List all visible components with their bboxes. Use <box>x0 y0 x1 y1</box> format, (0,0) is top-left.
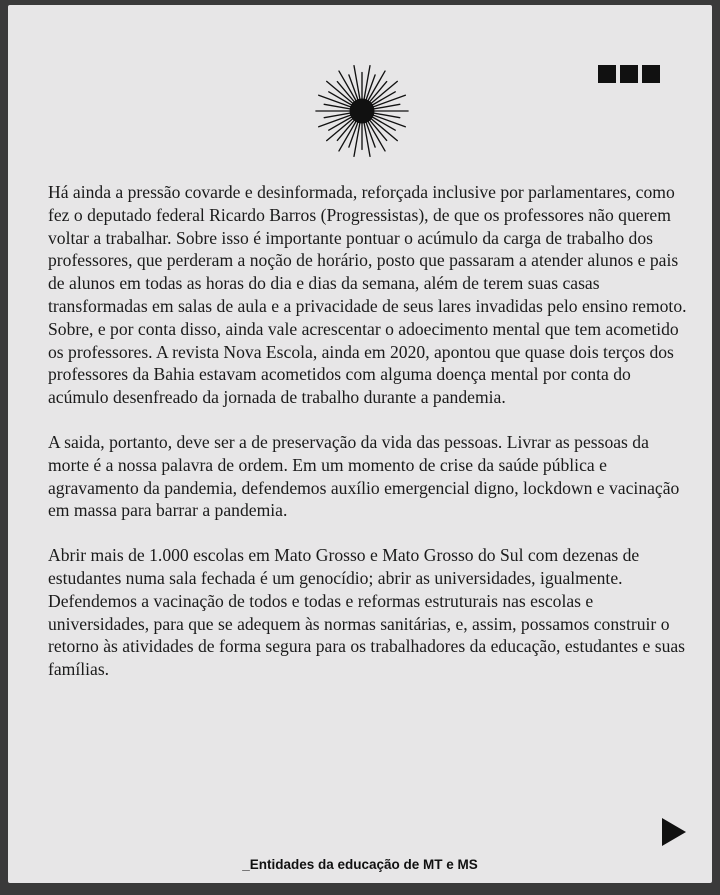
document-page <box>8 5 712 883</box>
square-icon <box>620 65 638 83</box>
play-triangle-icon[interactable] <box>660 816 688 848</box>
signature: _Entidades da educação de MT e MS <box>242 857 478 872</box>
sunburst-icon <box>314 63 410 159</box>
square-icon <box>598 65 616 83</box>
paragraph: Há ainda a pressão covarde e desinformada, reforçada inclusive por parlamentares, como fez o deputado federal Ricardo Barros (Progressistas), de que os professores não querem voltar a trabalhar. Sobre isso é importante pontuar o acúmulo da carga de trabalho dos professores, que perderam a noção de horário, posto que passaram a atender alunos e pais de alunos em todas as horas do dia e dias da semana, além de terem suas casas transformadas em salas de aula e a privacidade de seus lares invadidas pelo ensino remoto. Sobre, e por conta disso, ainda vale acrescentar o adoecimento mental que tem acometido os professores. A revista Nova Escola, ainda em 2020, apontou que quase dois terços dos professores da Bahia estavam acometidos com alguma doença mental por conta do acúmulo desenfreado da jornada de trabalho durante a pandemia. <box>48 182 687 408</box>
paragraph: Abrir mais de 1.000 escolas em Mato Grosso e Mato Grosso do Sul com dezenas de estudantes numa sala fechada é um genocídio; abrir as universidades, igualmente. Defendemos a vacinação de todos e todas e reformas estruturais nas escolas e universidades, para que se adequem às normas sanitárias, e, assim, possamos construir o retorno às atividades de forma segura para os trabalhadores da educação, estudantes e suas famílias. <box>48 545 686 680</box>
paragraph: A saida, portanto, deve ser a de preservação da vida das pessoas. Livrar as pessoas da morte é a nossa palavra de ordem. Em um momento de crise da saúde pública e agravamento da pandemia, defendemos auxílio emergencial digno, lockdown e vacinação em massa para barrar a pandemia. <box>48 431 680 521</box>
article-body <box>48 181 688 703</box>
three-squares-icon <box>598 65 660 83</box>
square-icon <box>642 65 660 83</box>
